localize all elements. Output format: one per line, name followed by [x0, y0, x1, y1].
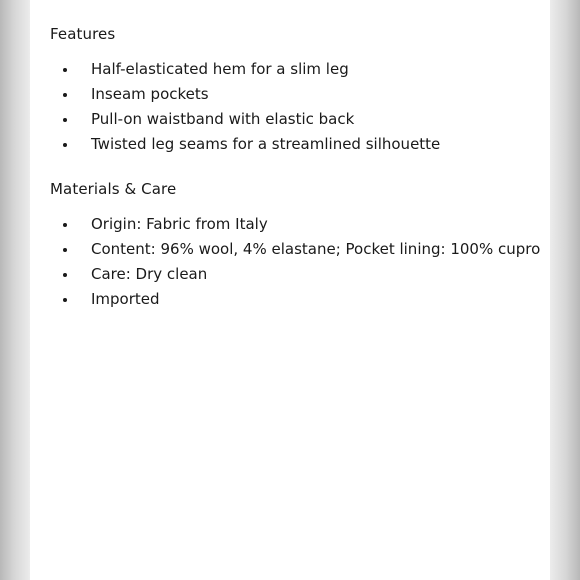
features-item-text: Half-elasticated hem for a slim leg [91, 60, 349, 78]
list-item [30, 57, 550, 82]
bullet-icon [63, 143, 67, 147]
list-item [30, 212, 550, 237]
bullet-icon [63, 93, 67, 97]
features-item-text: Twisted leg seams for a streamlined silhouette [91, 135, 441, 153]
list-item [30, 132, 550, 157]
features-item-text: Inseam pockets [91, 85, 209, 103]
bullet-icon [63, 223, 67, 227]
materials-item-text: Imported [91, 290, 160, 308]
materials-item-text: Content: 96% wool, 4% elastane; Pocket lining: 100% cupro [91, 240, 541, 258]
list-item [30, 237, 550, 262]
features-heading: Features [50, 25, 116, 43]
features-item-text: Pull-on waistband with elastic back [91, 110, 355, 128]
product-details-panel [30, 0, 550, 580]
materials-care-heading: Materials & Care [50, 180, 177, 198]
bullet-icon [63, 273, 67, 277]
list-item [30, 287, 550, 312]
features-list [30, 57, 550, 157]
materials-item-text: Care: Dry clean [91, 265, 208, 283]
list-item [30, 262, 550, 287]
bullet-icon [63, 118, 67, 122]
list-item [30, 82, 550, 107]
bullet-icon [63, 68, 67, 72]
materials-care-list [30, 212, 550, 312]
bullet-icon [63, 298, 67, 302]
materials-item-text: Origin: Fabric from Italy [91, 215, 268, 233]
bullet-icon [63, 248, 67, 252]
list-item [30, 107, 550, 132]
